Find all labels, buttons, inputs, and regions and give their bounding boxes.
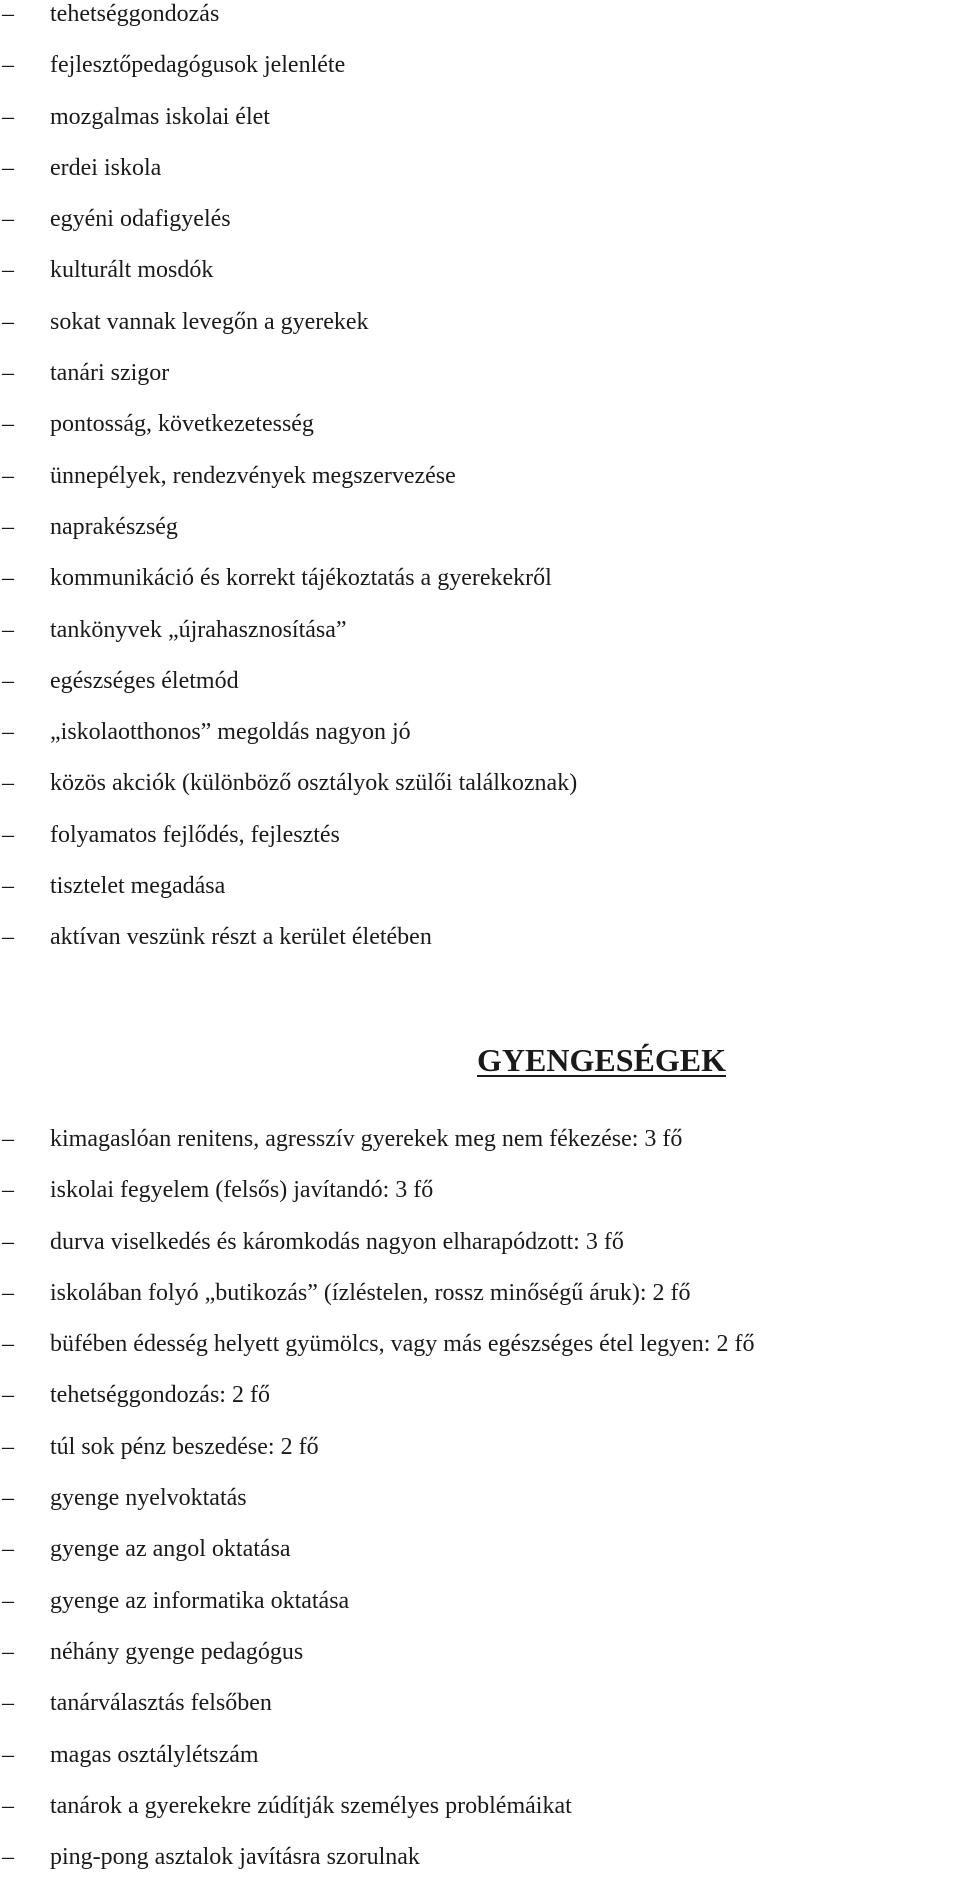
list-item-text: iskolai fegyelem (felsős) javítandó: 3 fő bbox=[50, 1177, 434, 1204]
list-item-text: tehetséggondozás: 2 fő bbox=[50, 1382, 270, 1409]
dash-bullet: – bbox=[2, 411, 14, 438]
dash-bullet: – bbox=[2, 154, 14, 181]
dash-bullet: – bbox=[2, 565, 14, 592]
list-item-text: büfében édesség helyett gyümölcs, vagy más egészséges étel legyen: 2 fő bbox=[50, 1331, 755, 1358]
list-item-text: kulturált mosdók bbox=[50, 257, 214, 284]
list-item-text: tanárok a gyerekekre zúdítják személyes problémáikat bbox=[50, 1792, 572, 1819]
list-item-text: naprakészség bbox=[50, 513, 178, 540]
dash-bullet: – bbox=[2, 1, 14, 27]
dash-bullet: – bbox=[2, 1126, 14, 1152]
list-item-text: tankönyvek „újrahasznosítása” bbox=[50, 616, 347, 643]
list-item-text: néhány gyenge pedagógus bbox=[50, 1638, 304, 1665]
list-item-text: túl sok pénz beszedése: 2 fő bbox=[50, 1433, 319, 1460]
list-item-text: tanárválasztás felsőben bbox=[50, 1690, 272, 1717]
list-item-text: közös akciók (különböző osztályok szülői találkoznak) bbox=[50, 770, 578, 797]
dash-bullet: – bbox=[2, 1690, 14, 1717]
dash-bullet: – bbox=[2, 1587, 14, 1614]
dash-bullet: – bbox=[2, 1741, 14, 1768]
list-item-text: ünnepélyek, rendezvények megszervezése bbox=[50, 462, 456, 489]
dash-bullet: – bbox=[2, 1331, 14, 1358]
dash-bullet: – bbox=[2, 1382, 14, 1409]
dash-bullet: – bbox=[2, 1638, 14, 1665]
list-item-text: durva viselkedés és káromkodás nagyon elharapódzott: 3 fő bbox=[50, 1228, 624, 1255]
dash-bullet: – bbox=[2, 1228, 14, 1255]
list-item-text: gyenge az angol oktatása bbox=[50, 1536, 291, 1563]
list-item-text: tisztelet megadása bbox=[50, 873, 226, 900]
dash-bullet: – bbox=[2, 873, 14, 900]
dash-bullet: – bbox=[2, 924, 14, 951]
list-item-text: gyenge az informatika oktatása bbox=[50, 1587, 350, 1614]
list-item-text: gyenge nyelvoktatás bbox=[50, 1485, 247, 1512]
dash-bullet: – bbox=[2, 462, 14, 489]
dash-bullet: – bbox=[2, 206, 14, 233]
dash-bullet: – bbox=[2, 616, 14, 643]
list-item-text: erdei iskola bbox=[50, 154, 162, 181]
dash-bullet: – bbox=[2, 1536, 14, 1563]
dash-bullet: – bbox=[2, 770, 14, 797]
list-item-text: iskolában folyó „butikozás” (ízléstelen, rossz minőségű áruk): 2 fő bbox=[50, 1279, 691, 1306]
dash-bullet: – bbox=[2, 257, 14, 284]
dash-bullet: – bbox=[2, 821, 14, 848]
list-item-text: mozgalmas iskolai élet bbox=[50, 103, 270, 130]
dash-bullet: – bbox=[2, 1792, 14, 1819]
dash-bullet: – bbox=[2, 513, 14, 540]
dash-bullet: – bbox=[2, 1433, 14, 1460]
list-item-text: „iskolaotthonos” megoldás nagyon jó bbox=[50, 719, 411, 746]
dash-bullet: – bbox=[2, 308, 14, 335]
dash-bullet: – bbox=[2, 360, 14, 387]
dash-bullet: – bbox=[2, 103, 14, 130]
list-item-text: fejlesztőpedagógusok jelenléte bbox=[50, 52, 346, 79]
list-item-text: magas osztálylétszám bbox=[50, 1741, 259, 1768]
dash-bullet: – bbox=[2, 1485, 14, 1512]
weaknesses-heading: GYENGESÉGEK bbox=[477, 1042, 726, 1078]
dash-bullet: – bbox=[2, 1177, 14, 1204]
list-item-text: aktívan veszünk részt a kerület életében bbox=[50, 924, 432, 951]
dash-bullet: – bbox=[2, 1844, 14, 1871]
list-item-text: kommunikáció és korrekt tájékoztatás a gyerekekről bbox=[50, 565, 552, 592]
list-item-text: tanári szigor bbox=[50, 360, 170, 387]
dash-bullet: – bbox=[2, 52, 14, 79]
dash-bullet: – bbox=[2, 719, 14, 746]
list-item-text: tehetséggondozás bbox=[50, 1, 220, 27]
list-item-text: egyéni odafigyelés bbox=[50, 206, 231, 233]
list-item-text: ping-pong asztalok javításra szorulnak bbox=[50, 1844, 420, 1871]
list-item-text: sokat vannak levegőn a gyerekek bbox=[50, 308, 369, 335]
dash-bullet: – bbox=[2, 667, 14, 694]
list-item-text: egészséges életmód bbox=[50, 667, 239, 694]
list-item-text: pontosság, következetesség bbox=[50, 411, 314, 438]
list-item-text: kimagaslóan renitens, agresszív gyerekek meg nem fékezése: 3 fő bbox=[50, 1126, 683, 1152]
dash-bullet: – bbox=[2, 1279, 14, 1306]
list-item-text: folyamatos fejlődés, fejlesztés bbox=[50, 821, 340, 848]
